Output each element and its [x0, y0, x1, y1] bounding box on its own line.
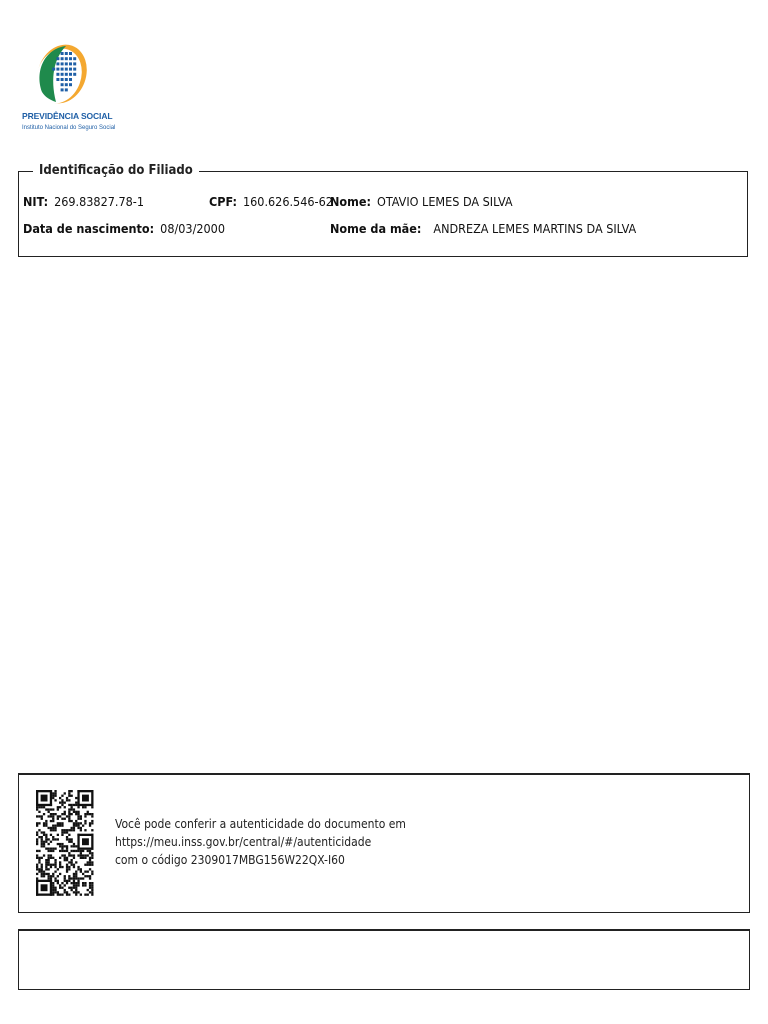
authenticity-url: https://meu.inss.gov.br/central/#/autenticidade — [115, 835, 372, 849]
cpf-row — [209, 194, 333, 209]
identificacao-legend: Identificação do Filiado — [33, 163, 199, 178]
authenticity-line-1: Você pode conferir a autenticidade do documento em — [115, 817, 406, 831]
mae-value: ANDREZA LEMES MARTINS DA SILVA — [433, 221, 637, 236]
empty-box — [18, 929, 750, 990]
identificacao-fieldset — [18, 163, 748, 257]
cpf-value: 160.626.546-62 — [243, 194, 333, 209]
mae-label: Nome da mãe: — [330, 221, 422, 236]
qr-code-icon — [36, 790, 94, 898]
previdencia-emblem-icon — [32, 40, 92, 108]
nome-label: Nome: — [330, 194, 371, 209]
nit-row — [23, 194, 144, 209]
authenticity-text — [115, 815, 406, 869]
nit-value: 269.83827.78-1 — [54, 194, 144, 209]
nome-value: OTAVIO LEMES DA SILVA — [377, 194, 513, 209]
cpf-label: CPF: — [209, 194, 237, 209]
nome-row — [330, 194, 513, 209]
nascimento-label: Data de nascimento: — [23, 221, 155, 236]
nascimento-value: 08/03/2000 — [160, 221, 225, 236]
mae-row — [330, 221, 636, 236]
nascimento-row — [23, 221, 225, 236]
previdencia-logo — [18, 36, 116, 140]
nit-label: NIT: — [23, 194, 49, 209]
authenticity-box — [18, 773, 750, 913]
logo-title: PREVIDÊNCIA SOCIAL — [22, 111, 113, 121]
authenticity-code: com o código 2309017MBG156W22QX-I60 — [115, 853, 345, 867]
logo-subtitle: Instituto Nacional do Seguro Social — [22, 125, 116, 131]
